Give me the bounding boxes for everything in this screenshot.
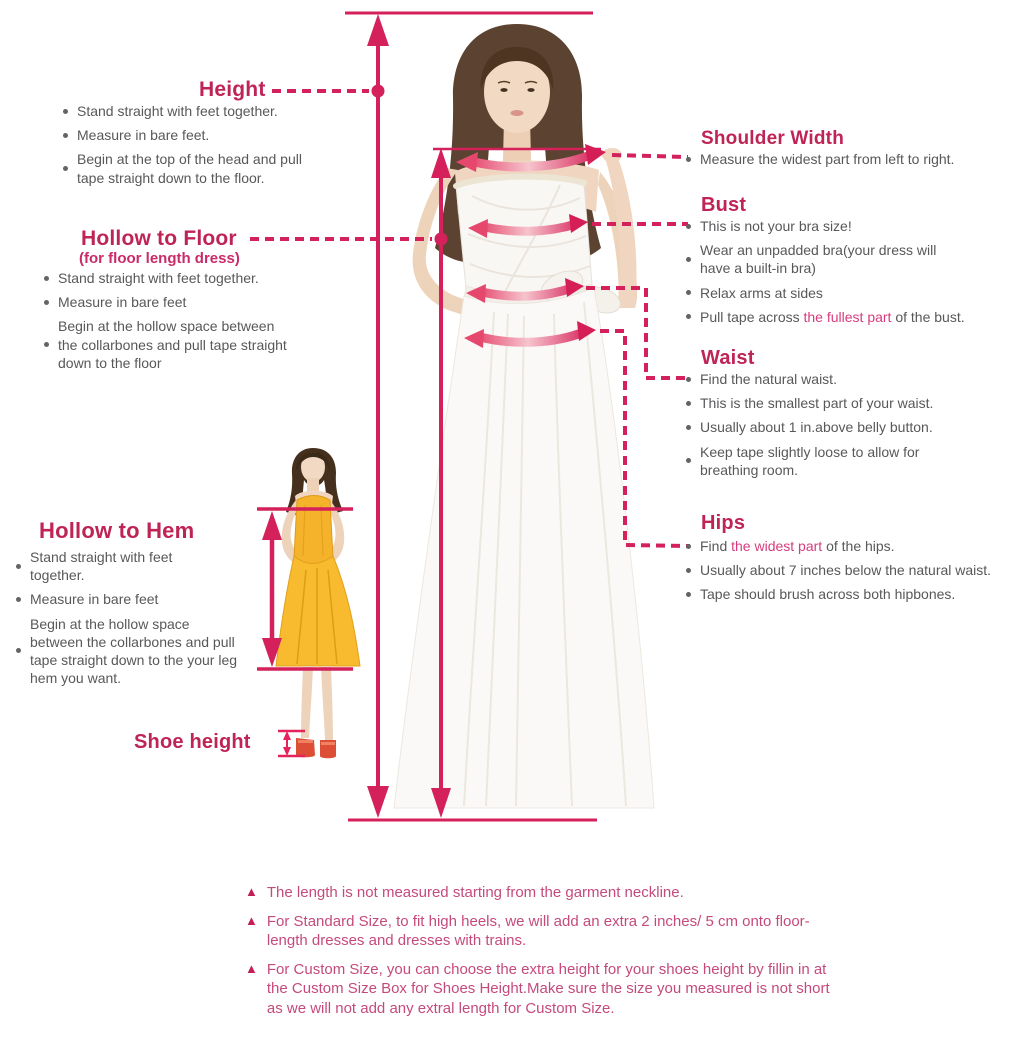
bullet-dot-icon: [16, 648, 21, 653]
list-item: Wear an unpadded bra(your dress will have a built-in bra): [686, 241, 1015, 277]
list-item: Relax arms at sides: [686, 284, 1015, 302]
hollow-to-floor-title: Hollow to Floor: [81, 227, 237, 250]
list-item: Find the widest part of the hips.: [686, 537, 1015, 555]
bullet-dot-icon: [16, 597, 21, 602]
list-item: This is not your bra size!: [686, 217, 1015, 235]
list-item: Measure in bare feet: [16, 590, 284, 608]
bullet-dot-icon: [44, 276, 49, 281]
footnote: ▲ The length is not measured starting from the garment neckline.: [245, 884, 684, 901]
bullet-dot-icon: [63, 133, 68, 138]
bullet-dot-icon: [63, 166, 68, 171]
bullet-dot-icon: [44, 300, 49, 305]
bullet-dot-icon: [44, 342, 49, 347]
list-item: Begin at the hollow space between the collarbones and pull tape straight down to the floor: [44, 317, 324, 372]
bullet-dot-icon: [686, 377, 691, 382]
shoulder-width-instructions: [686, 150, 1011, 168]
bust-instructions: [686, 217, 1015, 326]
list-item: Begin at the top of the head and pull tape straight down to the floor.: [63, 150, 333, 186]
list-item: Stand straight with feet together.: [16, 548, 284, 584]
shoe-height-title: Shoe height: [134, 731, 251, 753]
height-title: Height: [199, 78, 266, 101]
list-item: Measure the widest part from left to right.: [686, 150, 1011, 168]
warning-triangle-icon: ▲: [245, 960, 258, 976]
highlighted-phrase: the fullest part: [803, 308, 892, 325]
waist-instructions: [686, 370, 1006, 479]
list-item: Find the natural waist.: [686, 370, 1006, 388]
list-item: Measure in bare feet: [44, 293, 324, 311]
footnote: ▲ For Standard Size, to fit high heels, we will add an extra 2 inches/ 5 cm onto floor-length dresses and dresses with trains.: [245, 912, 810, 949]
bullet-dot-icon: [63, 109, 68, 114]
warning-triangle-icon: ▲: [245, 912, 258, 928]
hollow-to-hem-instructions: [16, 548, 284, 687]
bullet-dot-icon: [686, 544, 691, 549]
small-model-photo: [276, 448, 360, 758]
waist-title: Waist: [701, 347, 755, 369]
list-item: Usually about 1 in.above belly button.: [686, 418, 1006, 436]
footnote: ▲ For Custom Size, you can choose the extra height for your shoes height by fillin in at the Custom Size Box for Shoes Height.Make sure the size you measured is not short as we will not add any extral length for Custom Size.: [245, 960, 830, 1017]
bullet-dot-icon: [686, 314, 691, 319]
height-instructions: [63, 102, 333, 187]
list-item: Stand straight with feet together.: [63, 102, 333, 120]
footnotes: [245, 883, 875, 1018]
shoulder-width-title: Shoulder Width: [701, 128, 844, 149]
list-item: Pull tape across the fullest part of the bust.: [686, 308, 1015, 326]
list-item: Stand straight with feet together.: [44, 269, 324, 287]
bullet-dot-icon: [686, 592, 691, 597]
bullet-dot-icon: [686, 425, 691, 430]
bullet-dot-icon: [686, 290, 691, 295]
main-model-photo: [394, 24, 654, 808]
bullet-dot-icon: [686, 224, 691, 229]
highlighted-phrase: the widest part: [731, 538, 823, 554]
bust-title: Bust: [701, 194, 747, 216]
hips-title: Hips: [701, 512, 746, 534]
bullet-dot-icon: [686, 401, 691, 406]
list-item: This is the smallest part of your waist.: [686, 394, 1006, 412]
list-item: Usually about 7 inches below the natural waist.: [686, 561, 1015, 579]
bullet-dot-icon: [16, 564, 21, 569]
list-item: Keep tape slightly loose to allow for breathing room.: [686, 443, 1006, 479]
bullet-dot-icon: [686, 257, 691, 262]
shoulder-connector-dash: [612, 155, 688, 157]
list-item: Measure in bare feet.: [63, 126, 333, 144]
hollow-to-floor-subtitle: (for floor length dress): [79, 250, 240, 267]
hollow-to-hem-title: Hollow to Hem: [39, 518, 195, 543]
list-item: Begin at the hollow space between the collarbones and pull tape straight down to the your leg hem you want.: [16, 615, 284, 688]
bullet-dot-icon: [686, 157, 691, 162]
warning-triangle-icon: ▲: [245, 884, 258, 899]
list-item: Tape should brush across both hipbones.: [686, 585, 1015, 603]
hips-instructions: [686, 537, 1015, 604]
bullet-dot-icon: [686, 458, 691, 463]
hollow-to-floor-instructions: [44, 269, 324, 372]
bullet-dot-icon: [686, 568, 691, 573]
